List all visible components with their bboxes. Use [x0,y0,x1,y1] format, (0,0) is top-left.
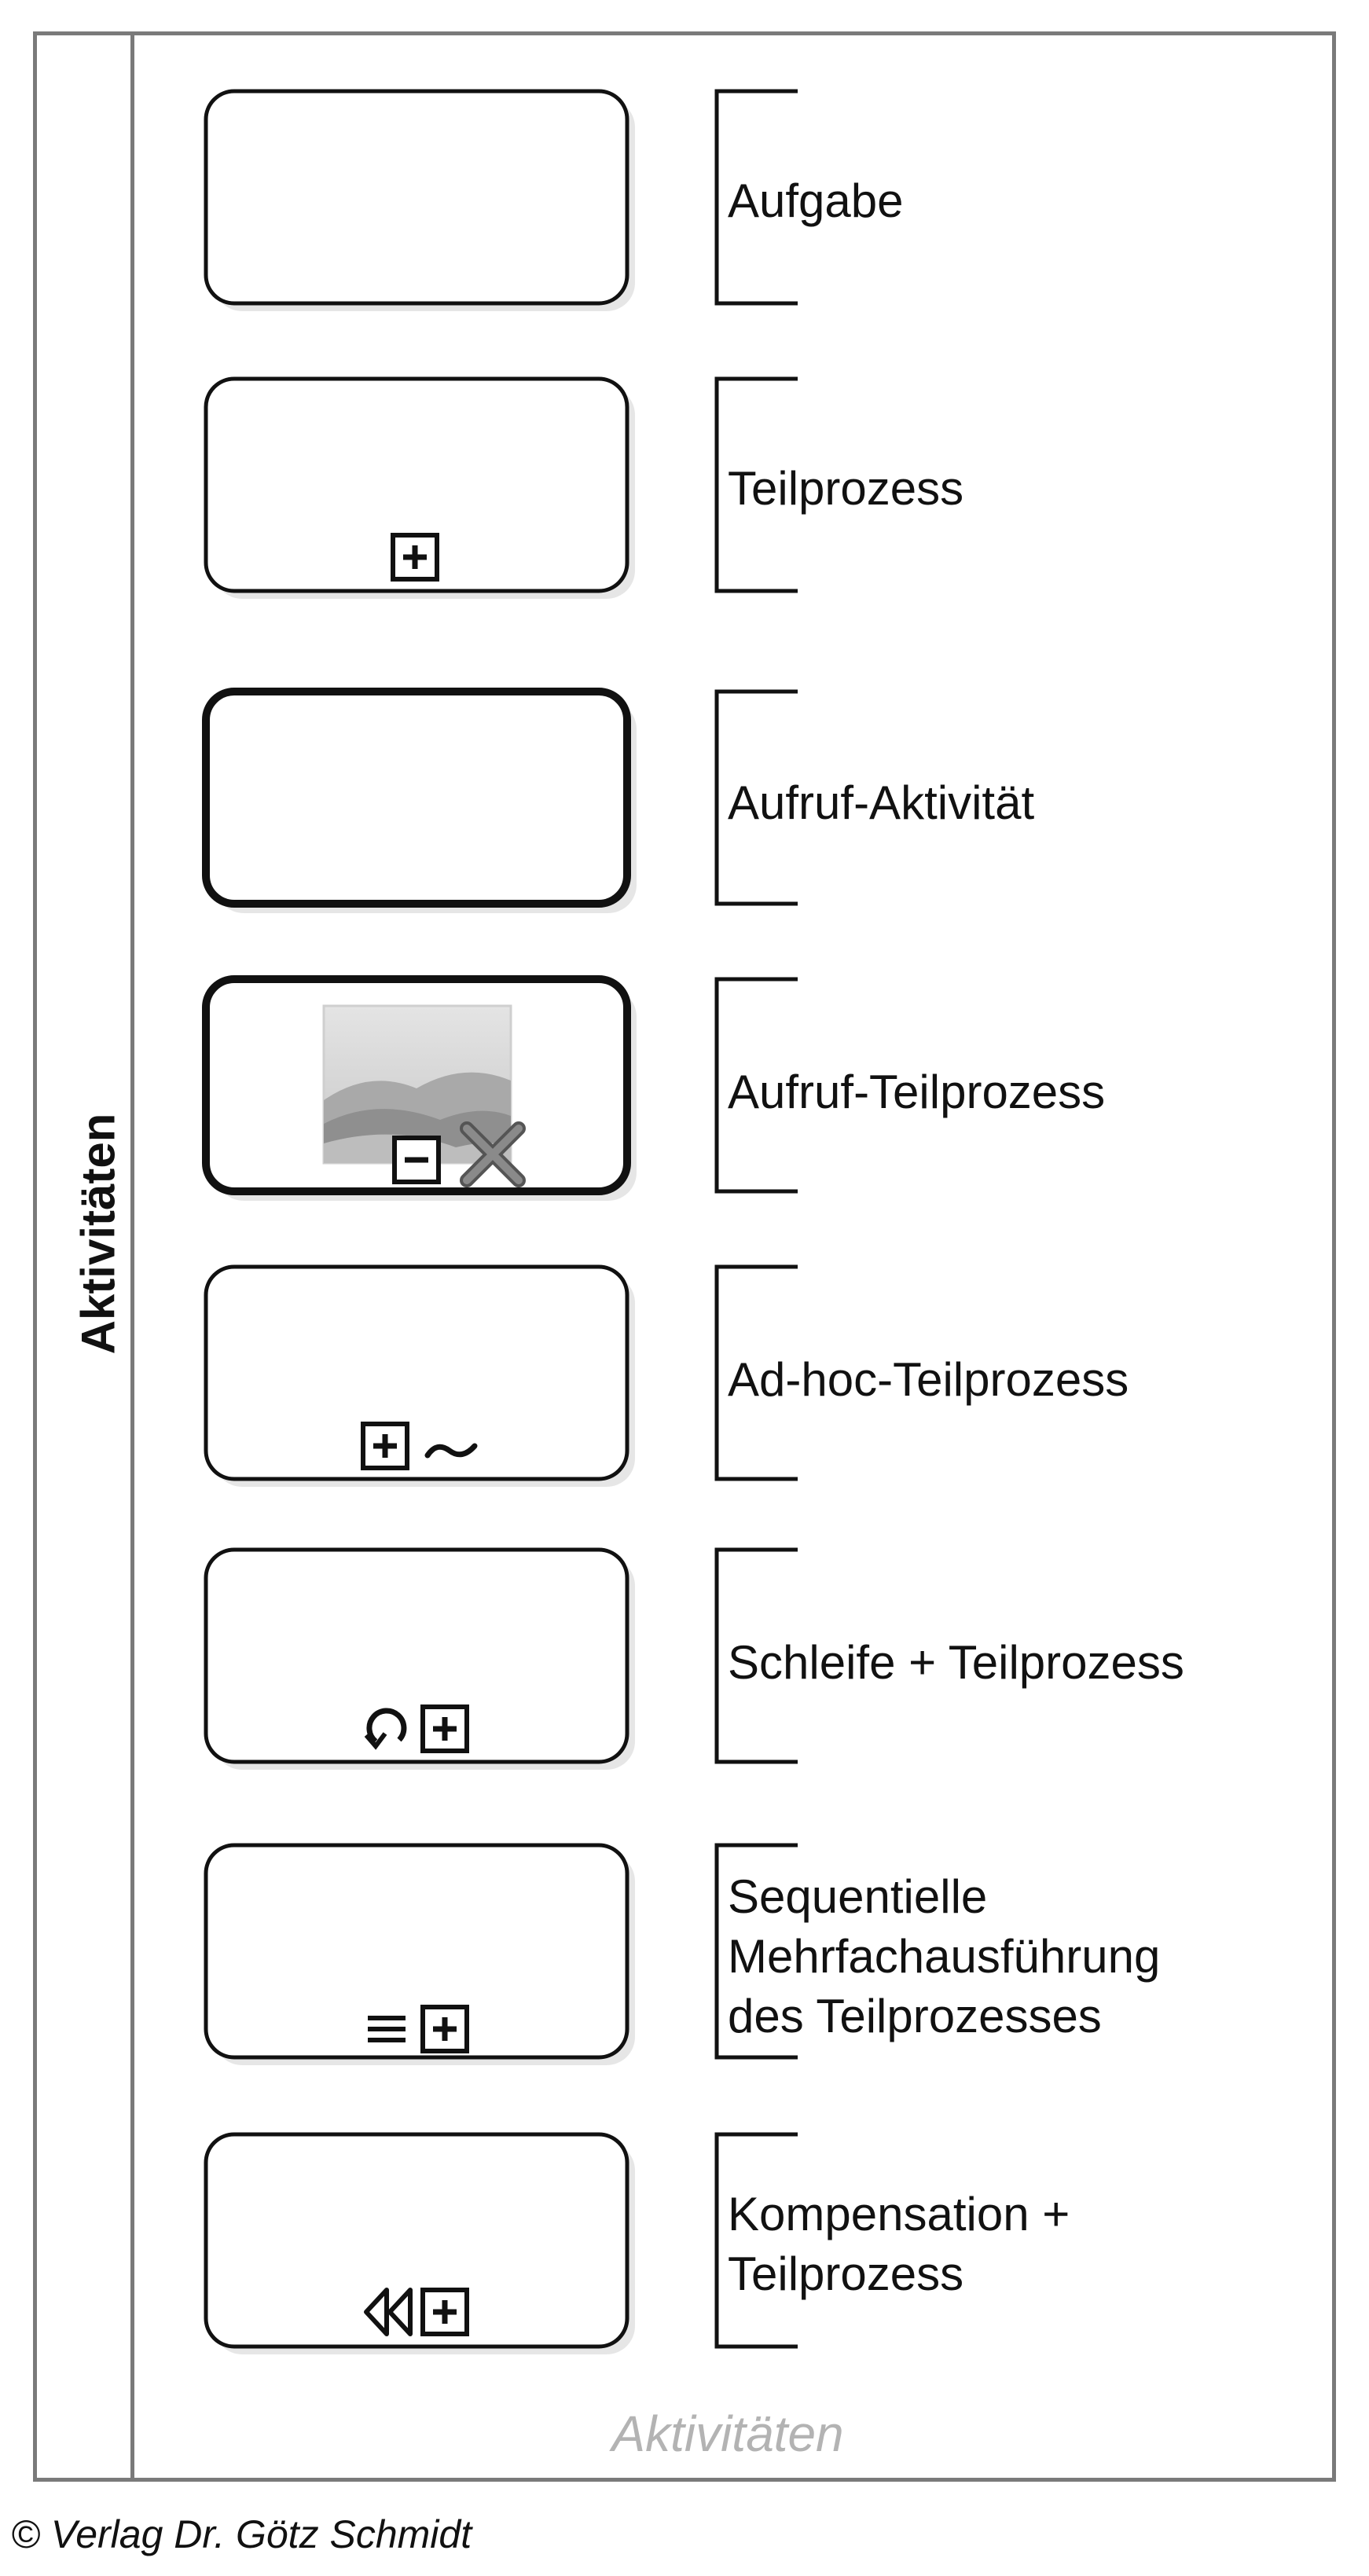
loop-subprocess-shape[interactable] [206,1550,635,1770]
annotation-label: Aufgabe [728,174,904,227]
minus-icon [395,1138,439,1182]
annotation-label: Teilprozess [728,462,964,515]
annotation-label: Ad-hoc-Teilprozess [728,1353,1129,1406]
call-activity-shape[interactable] [206,692,637,913]
subprocess-plus-icon [363,1424,407,1468]
subprocess-plus-icon [393,535,437,579]
annotation-line: Mehrfachausführung [728,1930,1161,1983]
annotation-line: Kompensation + [728,2188,1070,2240]
task-shape[interactable] [206,91,635,311]
subprocess-plus-icon [423,2007,467,2051]
sequential-subprocess-shape[interactable] [206,1845,635,2065]
annotation-line: Sequentielle [728,1870,988,1923]
subprocess-plus-icon [423,2290,467,2334]
copyright-notice: © Verlag Dr. Götz Schmidt [11,2512,472,2556]
annotation-label: Aufruf-Teilprozess [728,1066,1106,1118]
annotation-line: des Teilprozesses [728,1990,1102,2042]
annotation-line: Teilprozess [728,2248,964,2300]
annotation-label-multiline [728,1867,1160,2046]
annotation-label: Aufruf-Aktivität [728,776,1035,829]
subprocess-shape[interactable] [206,379,635,599]
call-subprocess-shape[interactable] [206,979,637,1201]
compensation-subprocess-shape[interactable] [206,2134,635,2354]
lane-title: Aktivitäten [72,1113,125,1355]
adhoc-subprocess-shape[interactable] [206,1267,635,1487]
subprocess-plus-icon [423,1707,467,1751]
annotation-label-multiline [728,2185,1070,2304]
lane-footer-label: Aktivitäten [611,2405,844,2462]
annotation-label: Schleife + Teilprozess [728,1636,1184,1689]
